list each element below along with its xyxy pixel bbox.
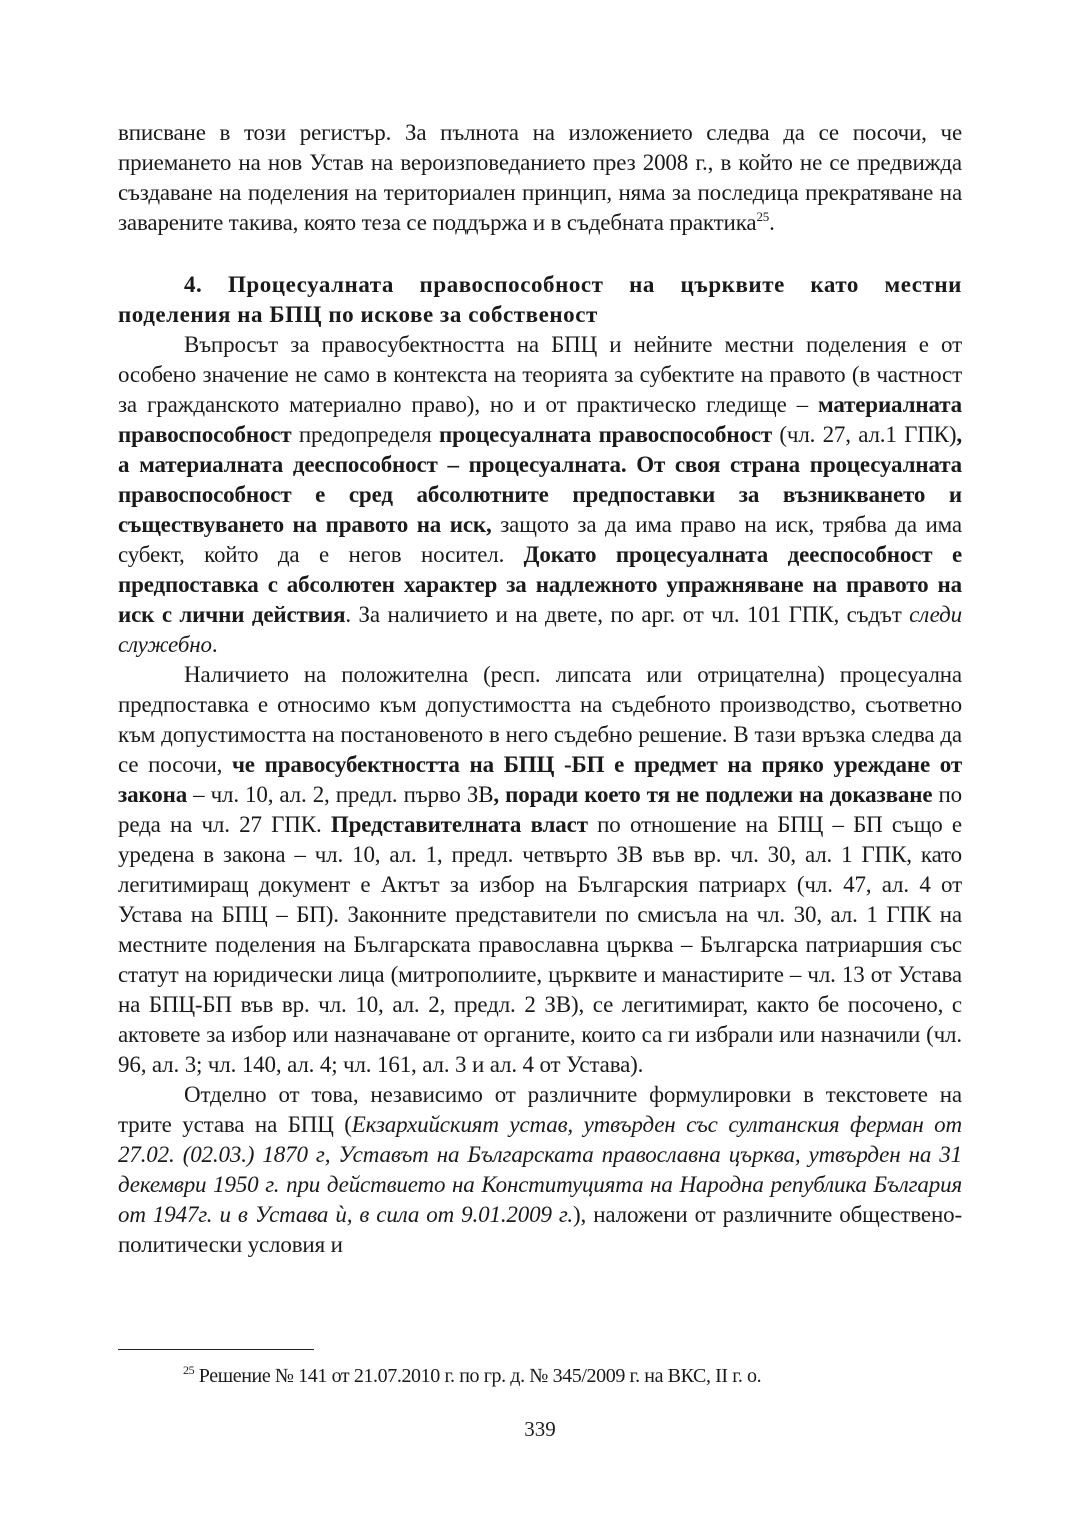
footnote-ref-25: 25 xyxy=(756,209,770,224)
paragraph-continuation: вписване в този регистър. За пълнота на изложението следва да се посочи, че приемането на нов Устав на вероизповеданието през 2008 г., в който не се предвижда създаване на поделения на териториален принцип, няма за последица прекратяване на заварените такива, която теза се поддържа и в съдебната практика$^{25}$. xyxy=(118,120,962,235)
paragraph-gap xyxy=(118,238,962,270)
page-number: 339 xyxy=(524,1417,556,1441)
footnote-separator xyxy=(118,1349,314,1350)
section-heading: 4. Процесуалната правоспособност на църквите като местни поделения на БПЦ по искове за собственост xyxy=(118,272,962,327)
paragraph-statutes: Отделно от това, независимо от различните формулировки в текстовете на трите устава на БПЦ (Екзархийският устав, утвърден със султанския ферман от 27.02. (02.03.) 1870 г, Уставът на Българската православна църква, утвърден на 31 декември 1950 г. при действието на Конституцията на Народна република България от 1947г. и в Устава ѝ, в сила от 9.01.2009 г.), наложени от различните обществено-политически условия и xyxy=(118,1082,962,1257)
footnote xyxy=(183,1363,943,1389)
paragraph-legal-capacity: Въпросът за правосубектността на БПЦ и нейните местни поделения е от особено значение не само в контекста на теорията за субектите на правото (в частност за гражданското материално право), но и от практическо гледище – материалната правоспособност предопределя процесуалната правоспособност (чл. 27, ал.1 ГПК), а материалната дееспособност – процесуалната. От своя страна процесуалната правоспособност е сред абсолютните предпоставки за възникването и съществуването на правото на иск, защото за да има право на иск, трябва да има субект, който да е негов носител. Докато процесуалната дееспособност е предпоставка с абсолютен характер за надлежното упражняване на правото на иск с лични действия. За наличието и на двете, по арг. от чл. 101 ГПК, съдът следи служебно. xyxy=(118,332,962,657)
footnote-number: 25 xyxy=(183,1363,195,1377)
footnote-text: Решение № 141 от 21.07.2010 г. по гр. д. № 345/2009 г. на ВКС, II г. о. xyxy=(194,1365,762,1387)
body-text xyxy=(118,118,962,1260)
paragraph-procedural-prerequisite: Наличието на положителна (респ. липсата или отрицателна) процесуална предпоставка е относимо към допустимостта на съдебното производство, съответно към допустимостта на постановеното в него съдебно решение. В тази връзка следва да се посочи, че правосубектността на БПЦ -БП е предмет на пряко уреждане от закона – чл. 10, ал. 2, предл. първо ЗВ, поради което тя не подлежи на доказване по реда на чл. 27 ГПК. Представителната власт по отношение на БПЦ – БП също е уредена в закона – чл. 10, ал. 1, предл. четвърто ЗВ във вр. чл. 30, ал. 1 ГПК, като легитимиращ документ е Актът за избор на Българския патриарх (чл. 47, ал. 4 от Устава на БПЦ – БП). Законните представители по смисъла на чл. 30, ал. 1 ГПК на местните поделения на Българската православна църква – Българска патриаршия със статут на юридически лица (митрополиите, църквите и манастирите – чл. 13 от Устава на БПЦ-БП във вр. чл. 10, ал. 2, предл. 2 ЗВ), се легитимират, както бе посочено, с актовете за избор или назначаване от органите, които са ги избрали или назначили (чл. 96, ал. 3; чл. 140, ал. 4; чл. 161, ал. 3 и ал. 4 от Устава). xyxy=(118,662,963,1077)
